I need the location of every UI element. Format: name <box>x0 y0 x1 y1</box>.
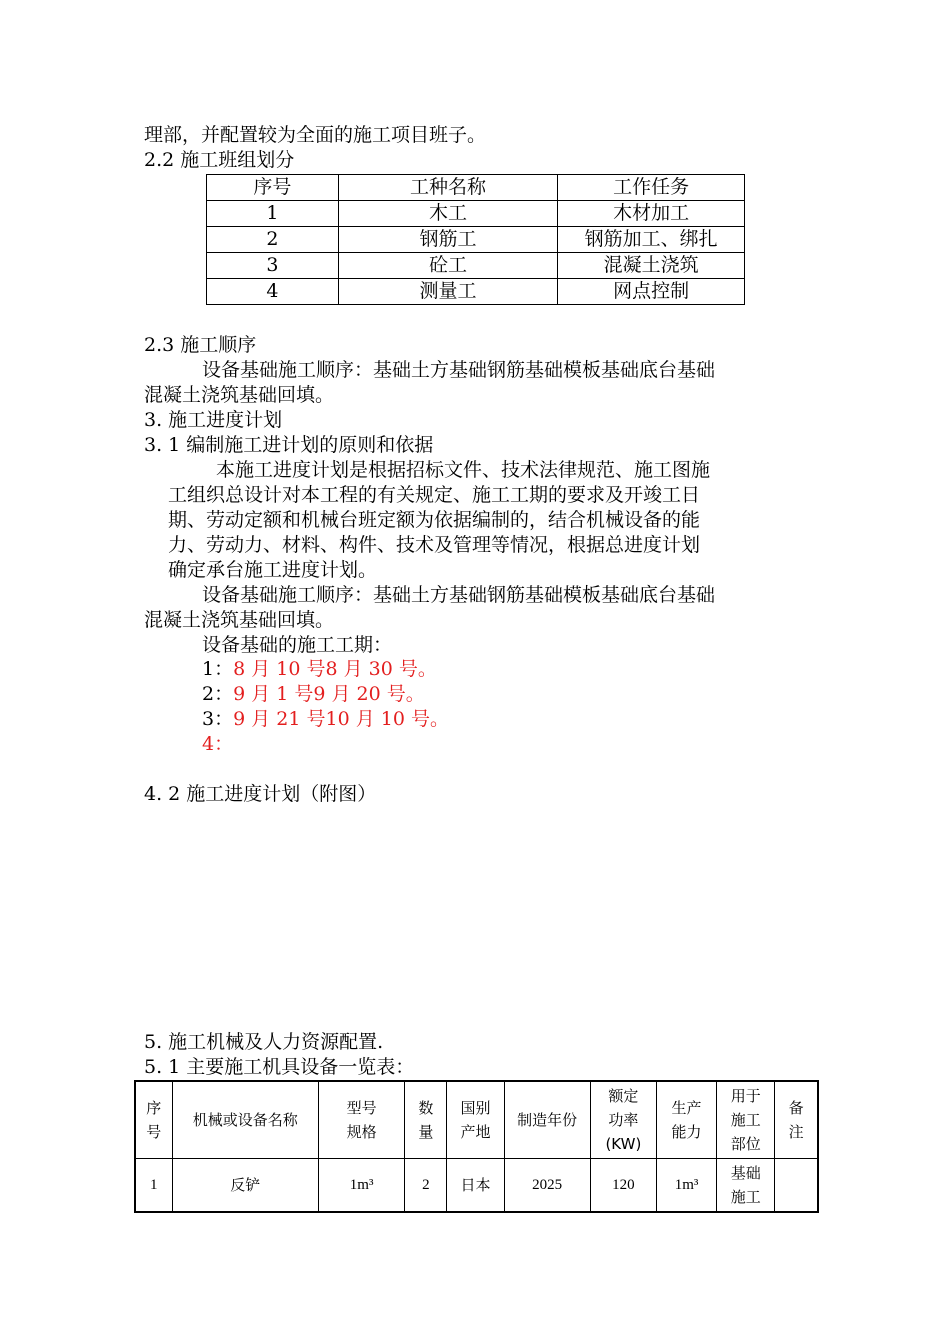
schedule-item <box>202 707 449 732</box>
team-cell: 钢筋加工、绑扎 <box>558 227 745 253</box>
schedule-num: 2： <box>202 683 234 705</box>
sequence-line-4: 混凝土浇筑基础回填。 <box>144 609 335 631</box>
heading-4-2: 4. 2 施工进度计划（附图） <box>144 783 377 805</box>
heading-5: 5. 施工机械及人力资源配置. <box>144 1031 384 1053</box>
eq-cell: 120 <box>590 1159 656 1213</box>
eq-header-cell: 制造年份 <box>504 1081 590 1159</box>
eq-cell: 1m³ <box>319 1159 405 1213</box>
eq-header-cell: 序 号 <box>135 1081 172 1159</box>
heading-3: 3. 施工进度计划 <box>144 409 283 431</box>
heading-2-2: 2.2 施工班组划分 <box>144 149 295 171</box>
eq-cell: 1m³ <box>656 1159 716 1213</box>
heading-5-1: 5. 1 主要施工机具设备一览表： <box>144 1056 415 1078</box>
eq-header-cell: 型号 规格 <box>319 1081 405 1159</box>
eq-header-cell: 生产 能力 <box>656 1081 716 1159</box>
team-table <box>206 174 745 305</box>
table-row <box>207 279 745 305</box>
schedule-num: 4： <box>202 733 234 755</box>
team-header-cell: 序号 <box>207 175 339 201</box>
team-cell: 混凝土浇筑 <box>558 253 745 279</box>
team-cell: 木材加工 <box>558 201 745 227</box>
basis-line-1: 本施工进度计划是根据招标文件、技术法律规范、施工图施 <box>216 459 711 481</box>
table-row <box>207 253 745 279</box>
schedule-num: 3： <box>202 708 234 730</box>
team-cell: 钢筋工 <box>338 227 558 253</box>
eq-header-cell: 用于 施工 部位 <box>717 1081 775 1159</box>
schedule-text: 9 月 1 号9 月 20 号。 <box>233 683 425 705</box>
team-header-cell: 工种名称 <box>338 175 558 201</box>
schedule-num: 1： <box>202 658 234 680</box>
table-row <box>207 227 745 253</box>
heading-2-3: 2.3 施工顺序 <box>144 334 257 356</box>
team-cell: 网点控制 <box>558 279 745 305</box>
team-cell: 3 <box>207 253 339 279</box>
eq-cell: 基础 施工 <box>717 1159 775 1213</box>
equipment-table <box>134 1080 819 1213</box>
schedule-text: 9 月 21 号10 月 10 号。 <box>233 708 449 730</box>
basis-line-4: 力、劳动力、材料、构件、技术及管理等情况，根据总进度计划 <box>168 534 701 556</box>
table-row <box>207 201 745 227</box>
period-heading: 设备基础的施工工期： <box>202 634 393 656</box>
eq-cell <box>775 1159 818 1213</box>
team-cell: 砼工 <box>338 253 558 279</box>
basis-line-5: 确定承台施工进度计划。 <box>168 559 378 581</box>
eq-header-cell: 国别 产地 <box>447 1081 504 1159</box>
basis-line-2: 工组织总设计对本工程的有关规定、施工工期的要求及开竣工日 <box>168 484 701 506</box>
line-p1: 理部，并配置较为全面的施工项目班子。 <box>144 124 487 146</box>
eq-cell: 日本 <box>447 1159 504 1213</box>
team-cell: 测量工 <box>338 279 558 305</box>
eq-cell: 2025 <box>504 1159 590 1213</box>
table-row <box>135 1159 818 1213</box>
eq-header-cell: 额定 功率 (KW) <box>590 1081 656 1159</box>
equipment-table-header <box>135 1081 818 1159</box>
schedule-text: 8 月 10 号8 月 30 号。 <box>233 658 437 680</box>
team-table-header <box>207 175 745 201</box>
basis-line-3: 期、劳动定额和机械台班定额为依据编制的，结合机械设备的能 <box>168 509 701 531</box>
sequence-line-3: 设备基础施工顺序：基础土方基础钢筋基础模板基础底台基础 <box>202 584 716 606</box>
team-cell: 2 <box>207 227 339 253</box>
eq-header-cell: 数 量 <box>405 1081 447 1159</box>
heading-3-1: 3. 1 编制施工进计划的原则和依据 <box>144 434 434 456</box>
eq-cell: 1 <box>135 1159 172 1213</box>
schedule-item <box>202 732 233 757</box>
schedule-item <box>202 682 425 707</box>
schedule-item <box>202 657 437 682</box>
team-cell: 1 <box>207 201 339 227</box>
sequence-line-2: 混凝土浇筑基础回填。 <box>144 384 335 406</box>
eq-cell: 反铲 <box>172 1159 318 1213</box>
team-cell: 4 <box>207 279 339 305</box>
team-cell: 木工 <box>338 201 558 227</box>
eq-cell: 2 <box>405 1159 447 1213</box>
sequence-line-1: 设备基础施工顺序：基础土方基础钢筋基础模板基础底台基础 <box>202 359 716 381</box>
eq-header-cell: 机械或设备名称 <box>172 1081 318 1159</box>
eq-header-cell: 备 注 <box>775 1081 818 1159</box>
team-header-cell: 工作任务 <box>558 175 745 201</box>
